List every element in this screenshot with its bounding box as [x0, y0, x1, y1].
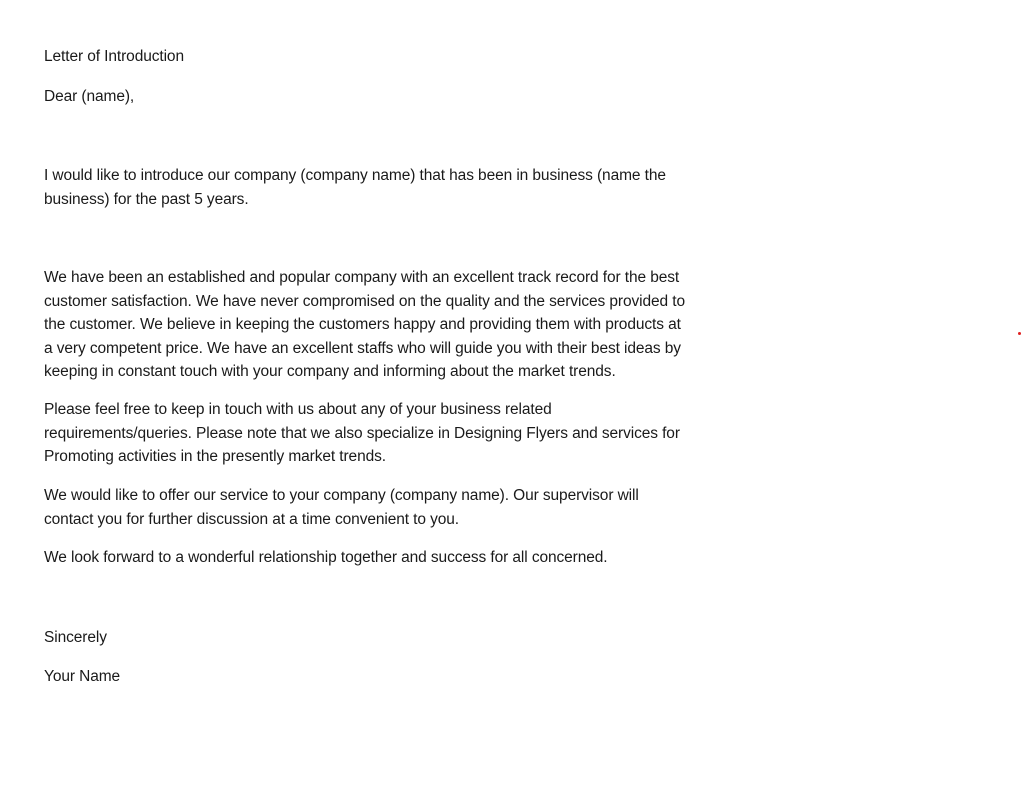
red-marker-dot: [1018, 332, 1021, 335]
body-paragraph-2: [44, 398, 819, 469]
body1-line: keeping in constant touch with your company and informing about the market trends.: [44, 363, 616, 380]
body-paragraph-3: [44, 484, 819, 531]
body3-line: contact you for further discussion at a time convenient to you.: [44, 510, 460, 528]
body2-line: requirements/queries. Please note that we also specialize in Designing Flyers and services for: [44, 424, 680, 442]
body1-line: a very competent price. We have an excellent staffs who will guide you with their best ideas by: [44, 339, 681, 357]
letter-title: Letter of Introduction: [44, 48, 184, 65]
salutation: Dear (name),: [44, 88, 135, 105]
body3-line: We would like to offer our service to your company (company name). Our supervisor will: [44, 487, 639, 504]
body2-line: Promoting activities in the presently market trends.: [44, 448, 386, 465]
body-paragraph-1: [44, 266, 819, 384]
body2-line: Please feel free to keep in touch with us about any of your business related: [44, 401, 552, 418]
body1-line: the customer. We believe in keeping the customers happy and providing them with products at: [44, 316, 681, 333]
body1-line: customer satisfaction. We have never compromised on the quality and the services provided to: [44, 292, 685, 310]
body-paragraph-4: We look forward to a wonderful relationship together and success for all concerned.: [44, 549, 608, 566]
intro-line: I would like to introduce our company (company name) that has been in business (name the: [44, 167, 666, 184]
closing: Sincerely: [44, 629, 107, 646]
intro-line: business) for the past 5 years.: [44, 190, 249, 208]
signature: Your Name: [44, 668, 121, 685]
body1-line: We have been an established and popular company with an excellent track record for the best: [44, 269, 680, 286]
intro-paragraph: [44, 164, 819, 211]
